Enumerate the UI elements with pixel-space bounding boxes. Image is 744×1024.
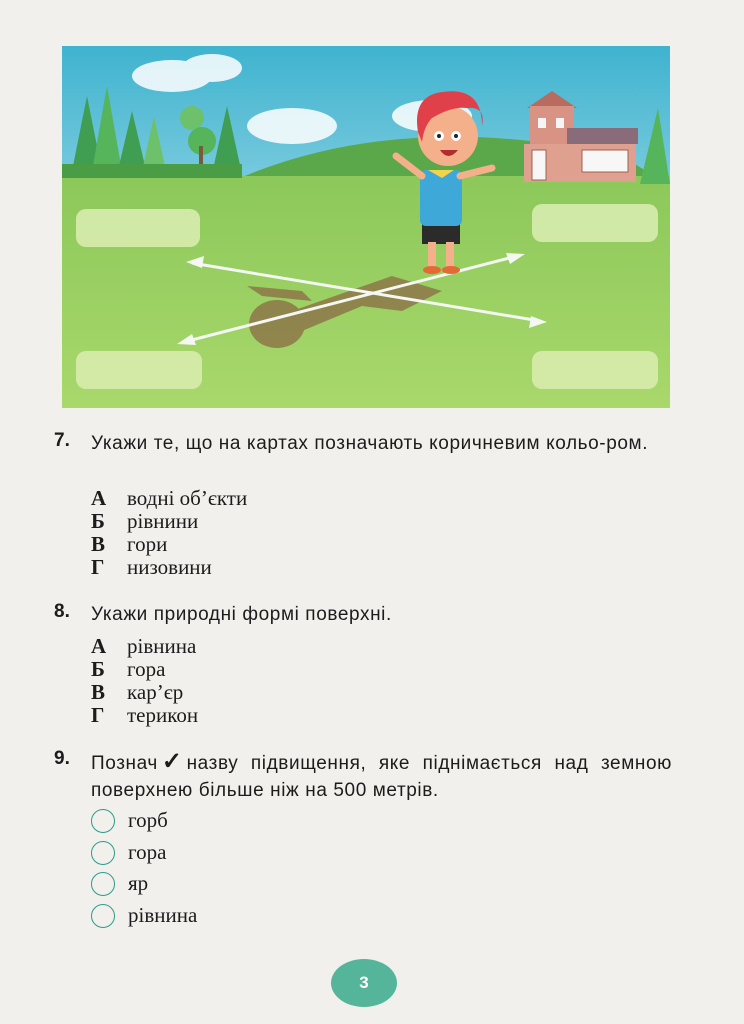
option-v[interactable]: В кар’єр <box>91 680 184 704</box>
option-b[interactable]: Б рівнини <box>91 509 199 533</box>
option-h[interactable]: Г низовини <box>91 555 212 579</box>
label-box-bottom-left[interactable] <box>76 351 202 389</box>
option-b[interactable]: Б гора <box>91 657 166 681</box>
question-number: 7. <box>54 430 70 451</box>
checkmark-icon: ✓ <box>161 748 183 775</box>
question-text: Укажи те, що на картах позначають коричневим кольо-ром. <box>91 433 649 454</box>
question-number: 8. <box>54 601 70 622</box>
field-illustration <box>62 46 670 408</box>
label-box-top-right[interactable] <box>532 204 658 242</box>
radio-circle[interactable] <box>91 809 115 833</box>
option-h[interactable]: Г терикон <box>91 703 199 727</box>
answer-options <box>91 487 247 579</box>
scene-svg <box>62 46 670 408</box>
question-text: Укажи природні формі поверхні. <box>91 604 392 625</box>
option-a[interactable]: А рівнина <box>91 634 197 658</box>
question-number: 9. <box>54 748 70 769</box>
question-text: Познач ✓ назву підвищення, яке піднімається над земною поверхнею більше ніж на 500 метрів. <box>91 748 672 801</box>
radio-circle[interactable] <box>91 872 115 896</box>
label-box-bottom-right[interactable] <box>532 351 658 389</box>
radio-circle[interactable] <box>91 841 115 865</box>
answer-options <box>91 635 198 727</box>
option-v[interactable]: В гори <box>91 532 168 556</box>
radio-circle[interactable] <box>91 904 115 928</box>
option-a[interactable]: А водні об’єкти <box>91 486 248 510</box>
page-number: 3 <box>331 959 397 1007</box>
label-box-top-left[interactable] <box>76 209 200 247</box>
